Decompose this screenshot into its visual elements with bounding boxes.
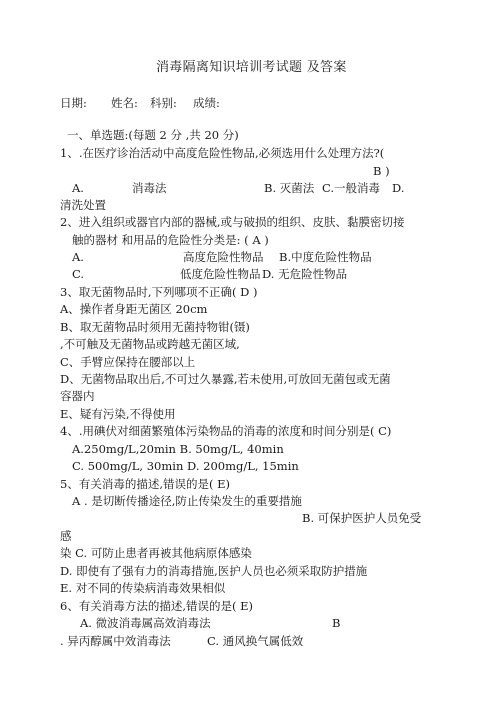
- question-6-option-c: C. 通风换气属低效: [207, 634, 304, 648]
- question-2-option-a: 高度危险性物品: [183, 250, 264, 264]
- question-5-option-d: D. 即使有了强有力的消毒措施,医护人员也必须采取防护措施: [60, 564, 368, 578]
- question-2-option-a-letter: A.: [72, 250, 84, 264]
- exam-title: 消毒隔离知识培训考试题 及答案: [156, 60, 347, 75]
- question-2-option-c: 低度危险性物品: [180, 267, 261, 281]
- question-2-stem-line-1: 2、进入组织或器官内部的器械,或与破损的组织、皮肤、黏膜密切接: [60, 215, 405, 229]
- date-label: 日期:: [60, 96, 87, 110]
- question-4-options-line-1: A.250mg/L,20min B. 50mg/L, 40min: [72, 442, 284, 456]
- score-label: 成绩:: [193, 96, 220, 110]
- question-6-option-a: A. 微波消毒属高效消毒法: [80, 616, 211, 630]
- question-4-options-line-2: C. 500mg/L, 30min D. 200mg/L, 15min: [72, 459, 299, 473]
- question-5-option-a: A . 是切断传播途径,防止传染发生的重要措施: [72, 494, 302, 508]
- question-1-answer: B ): [373, 164, 390, 178]
- question-3-option-d: D、无菌物品取出后,不可过久暴露,若未使用,可放回无菌包或无菌: [60, 372, 391, 386]
- question-1-stem: 1、.在医疗诊治活动中高度危险性物品,必须选用什么处理方法?(: [60, 146, 385, 160]
- question-2-option-d: D. 无危险性物品: [262, 267, 348, 281]
- question-3-option-b: B、取无菌物品时须用无菌持物钳(镊): [60, 320, 250, 334]
- question-4-stem: 4、.用碘伏对细菌繁殖体污染物品的消毒的浓度和时间分别是( C): [60, 424, 392, 438]
- question-1-option-b: B. 灭菌法: [264, 181, 315, 195]
- question-5-option-b: B. 可保护医护人员免受: [302, 511, 422, 525]
- name-label: 姓名:: [111, 96, 138, 110]
- question-2-option-c-letter: C.: [72, 267, 85, 281]
- question-5-option-b-cont: 感: [60, 529, 72, 543]
- question-3-option-c: C、手臂应保持在腰部以上: [60, 355, 196, 369]
- question-1-option-c: C.一般消毒: [322, 181, 381, 195]
- question-5-option-c: 染 C. 可防止患者再被其他病原体感染: [60, 546, 252, 560]
- question-3-option-b-cont: ,不可触及无菌物品或跨越无菌区域,: [60, 337, 240, 351]
- question-1-option-d-letter: D.: [392, 181, 405, 195]
- question-3-option-e: E、疑有污染,不得使用: [60, 407, 176, 421]
- question-2-stem-line-2: 触的器材 和用品的危险性分类是: ( A ): [72, 233, 269, 247]
- question-5-option-e: E. 对不同的传染病消毒效果相似: [60, 581, 226, 595]
- question-1-option-d: 清洗处置: [60, 198, 106, 212]
- question-1-option-a-letter: A.: [72, 181, 84, 195]
- section-heading: 一、单选题:(每题 2 分 ,共 20 分): [67, 128, 239, 142]
- question-1-option-a: 消毒法: [132, 181, 167, 195]
- question-6-option-b: . 异丙醇属中效消毒法: [60, 634, 171, 648]
- question-3-stem: 3、取无菌物品时,下列哪项不正确( D ): [60, 285, 258, 299]
- dept-label: 科别:: [150, 96, 177, 110]
- question-6-stem: 6、有关消毒方法的描述,错误的是( E): [60, 599, 253, 613]
- question-3-option-a: A、操作者身距无菌区 20cm: [60, 302, 208, 316]
- question-5-stem: 5、有关消毒的描述,错误的是( E): [60, 477, 230, 491]
- question-3-option-d-cont: 容器内: [60, 389, 95, 403]
- question-2-option-b: B.中度危险性物品: [279, 250, 372, 264]
- question-6-option-b-letter: B: [332, 616, 341, 630]
